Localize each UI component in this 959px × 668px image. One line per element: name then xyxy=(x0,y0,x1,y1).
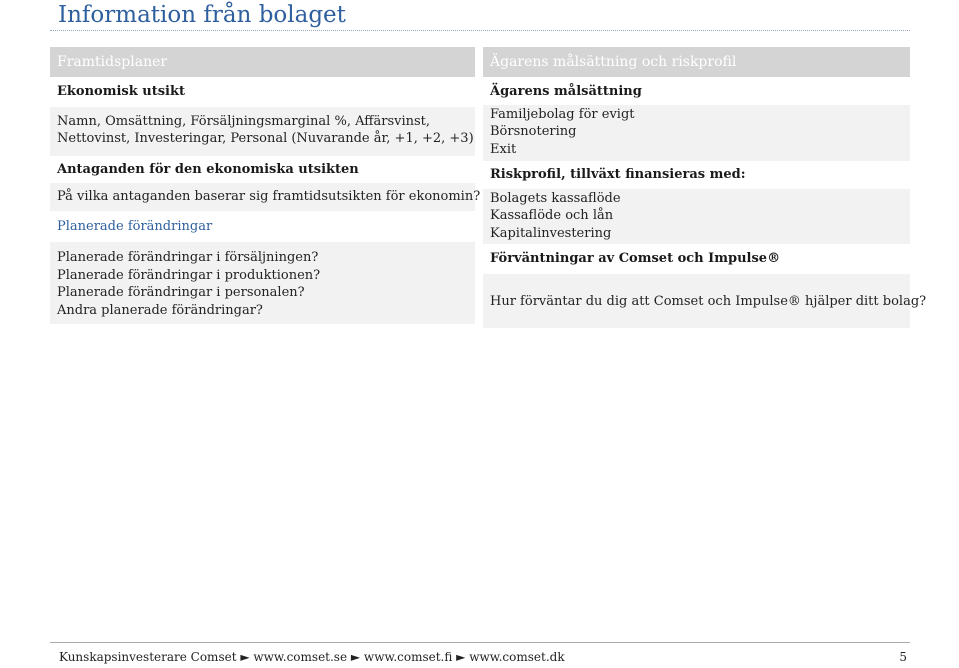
owner-goals-section xyxy=(483,47,927,328)
assumptions-heading: Antaganden för den ekonomiska utsikten xyxy=(57,161,359,177)
economic-outlook-line: Namn, Omsättning, Försäljningsmarginal %, Affärsvinst, xyxy=(57,113,431,129)
planned-changes-heading: Planerade förändringar xyxy=(57,218,213,234)
planned-change-item: Planerade förändringar i produktionen? xyxy=(57,267,321,283)
owner-goals-header: Ägarens målsättning och riskprofil xyxy=(483,47,910,77)
risk-profile-item: Bolagets kassaflöde xyxy=(490,190,621,206)
title-divider xyxy=(50,30,910,31)
owner-goal-item: Börsnotering xyxy=(490,124,577,139)
risk-profile-block xyxy=(483,189,910,245)
planned-changes-block xyxy=(50,242,475,324)
footer-text: Kunskapsinvesterare Comset ► www.comset.se ► www.comset.fi ► www.comset.dk xyxy=(59,650,565,664)
owner-goal-block xyxy=(483,105,910,162)
footer-divider xyxy=(50,642,910,643)
page-number: 5 xyxy=(899,650,907,664)
economic-outlook-heading: Ekonomisk utsikt xyxy=(57,84,185,99)
owner-goal-item: Familjebolag för evigt xyxy=(490,106,635,122)
planned-change-item: Andra planerade förändringar? xyxy=(57,302,263,318)
planned-change-item: Planerade förändringar i försäljningen? xyxy=(57,250,319,265)
future-plans-header: Framtidsplaner xyxy=(50,47,475,77)
risk-profile-item: Kassaflöde och lån xyxy=(490,208,614,223)
planned-change-item: Planerade förändringar i personalen? xyxy=(57,285,305,300)
risk-profile-item: Kapitalinvestering xyxy=(490,225,612,241)
expectations-heading: Förväntningar av Comset och Impulse® xyxy=(490,251,781,266)
owner-goal-item: Exit xyxy=(490,141,517,157)
expectations-question: Hur förväntar du dig att Comset och Impulse® hjälper ditt bolag? xyxy=(483,274,910,329)
economic-outlook-line: Nettovinst, Investeringar, Personal (Nuvarande år, +1, +2, +3) xyxy=(57,131,474,146)
assumptions-question: På vilka antaganden baserar sig framtidsutsikten för ekonomin? xyxy=(50,183,475,211)
risk-profile-heading: Riskprofil, tillväxt finansieras med: xyxy=(490,167,746,182)
owner-goal-heading: Ägarens målsättning xyxy=(490,84,642,99)
economic-outlook-block xyxy=(50,107,475,156)
future-plans-section xyxy=(50,47,481,324)
page-title: Information från bolaget xyxy=(58,2,346,28)
